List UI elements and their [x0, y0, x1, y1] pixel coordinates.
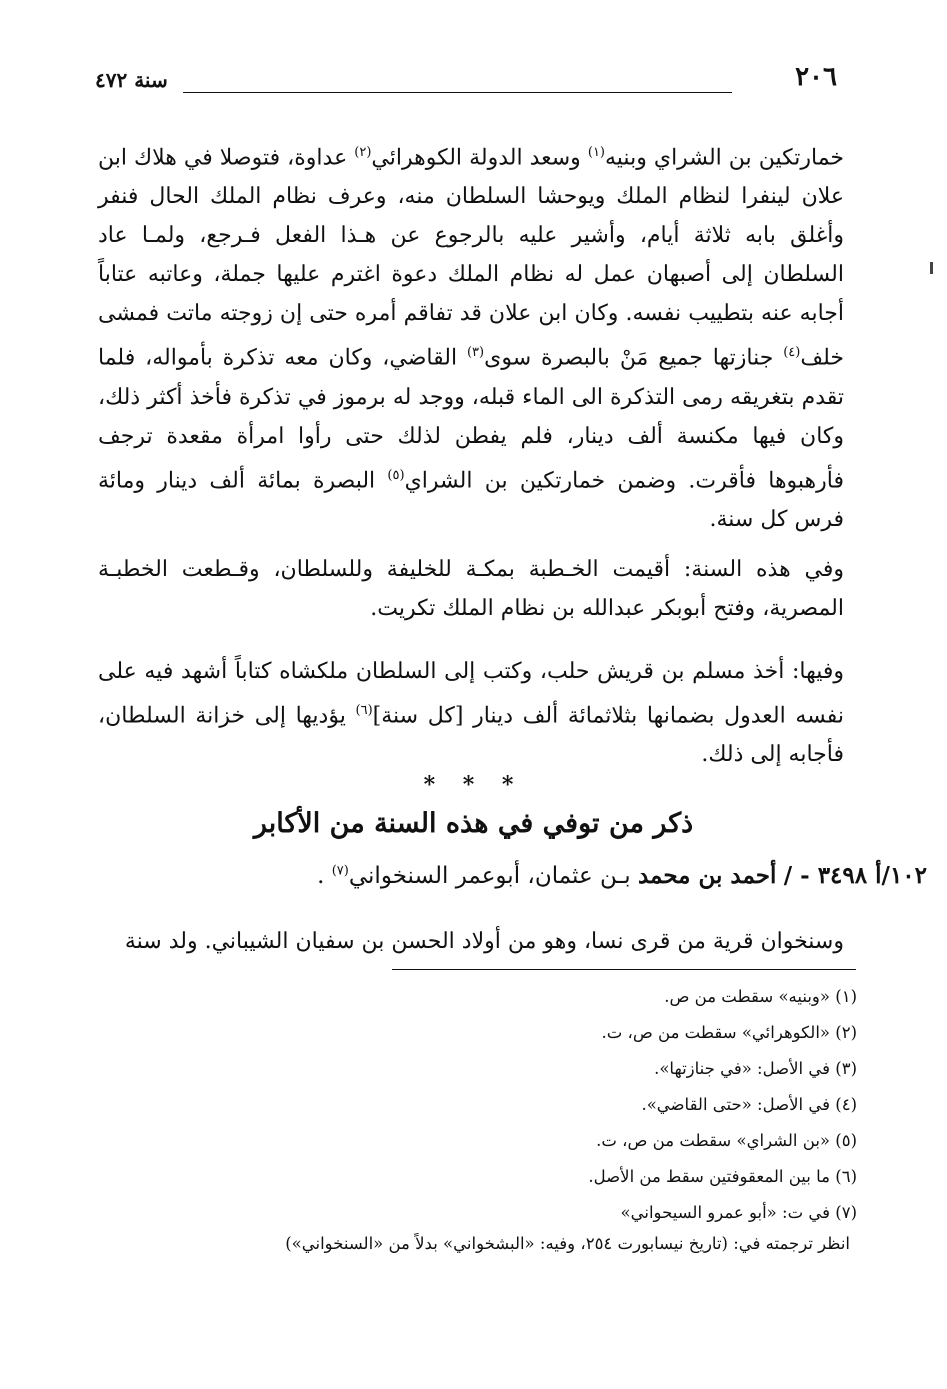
footnote-7: (٧) في ت: «أبو عمرو السيحواني» — [620, 1203, 857, 1222]
paragraph-text: يؤديها إلى خزانة السلطان، فأجابه إلى ذلك. — [98, 703, 844, 768]
scan-mark — [930, 262, 933, 274]
footnote-3: (٣) في الأصل: «في جنازتها». — [654, 1059, 857, 1078]
biography-entry — [97, 862, 927, 889]
footnote-ref: (٤) — [783, 345, 801, 361]
entry-name: أحمد بن محمد — [637, 862, 777, 889]
paragraph-text: عداوة، فتوصلا في هلاك ابن علان لينفرا لنظام الملك ويوحشا السلطان منه، وعرف نظام الملك الحال فنفر وأغلق بابه ثلاثة أيام، وأشير عليه بالرجوع عن هـذا الفعل فـرجع، ولمـا عاد السلطان إلى أصبهان عمل له نظام الملك دعوة اغترم عليها جملة، وعاتبه عتاباً أجابه عنه بتطييب نفسه. وكان ابن علان قد تفاقم أمره حتى إن زوجته ماتت فمشى خلف — [98, 145, 845, 371]
page-header — [95, 62, 837, 102]
section-separator: * * * — [423, 772, 524, 798]
paragraph-text: وسعد الدولة الكوهرائي — [371, 145, 588, 171]
paragraph-text: جنازتها جميع مَنْ بالبصرة سوى — [484, 345, 784, 371]
footnote-ref: (١) — [587, 145, 605, 160]
footnote-ref: (٧) — [331, 863, 349, 879]
paragraph-text: خمارتكين بن الشراي وبنيه — [605, 145, 845, 171]
footnote-7-continuation: انظر ترجمته في: (تاريخ نيسابورت ٢٥٤، وفيه: «البشخواني» بدلاً من «السنخواني») — [285, 1234, 850, 1253]
page-number: ٢٠٦ — [795, 62, 837, 92]
header-rule — [183, 92, 732, 93]
footnote-rule — [392, 969, 856, 970]
footnote-ref: (٥) — [387, 467, 405, 483]
footnote-6: (٦) ما بين المعقوفتين سقط من الأصل. — [588, 1167, 857, 1186]
year-heading: سنة ٤٧٢ — [95, 68, 168, 92]
paragraph — [98, 550, 844, 628]
entry-name-rest: بـن عثمان، أبوعمر السنخواني — [348, 863, 638, 889]
section-title: ذكر من توفي في هذه السنة من الأكابر — [253, 808, 694, 839]
footnote-5: (٥) «بن الشراي» سقطت من ص، ت. — [596, 1131, 857, 1150]
paragraph — [98, 133, 844, 539]
footnote-ref: (٣) — [466, 345, 485, 361]
footnotes — [237, 979, 857, 1231]
footnote-ref: (٢) — [354, 145, 372, 160]
paragraph-last: وسنخوان قرية من قرى نسا، وهو من أولاد الحسن بن سفيان الشيباني. ولد سنة — [124, 929, 844, 954]
paragraph — [98, 652, 844, 774]
paragraph-text: البصرة بمائة ألف دينار ومائة فرس كل سنة. — [98, 467, 844, 532]
paragraph-text: وفيها: أخذ مسلم بن قريش حلب، وكتب إلى السلطان ملكشاه كتاباً أشهد فيه على نفسه العدول بضمانها بثلاثمائة ألف دينار [كل سنة] — [98, 659, 844, 729]
footnote-2: (٢) «الكوهرائي» سقطت من ص، ت. — [601, 1023, 857, 1042]
footnote-1: (١) «وبنيه» سقطت من ص. — [664, 987, 857, 1006]
paragraph-text: وفي هذه السنة: أقيمت الخـطبة بمكـة للخليفة وللسلطان، وقـطعت الخطبـة المصرية، وفتح أبوبكر عبدالله بن نظام الملك تكريت. — [98, 557, 844, 621]
footnote-4: (٤) في الأصل: «حتى القاضي». — [641, 1095, 857, 1114]
paragraph-text: القاضي، وكان معه تذكرة بأمواله، فلما تقدم بتغريقه رمى التذكرة الى الماء قبله، ووجد له برموز في تذكرة فأخذ أكثر ذلك، وكان فيها مكنسة ألف دينار، فلم يفطن لذلك حتى رأوا امرأة مقعدة ترجف فأرهبوها فأقرت. وضمن خمارتكين بن الشراي — [98, 345, 844, 493]
entry-number: ١٠٢/أ ٣٤٩٨ - / — [783, 862, 927, 889]
entry-end: . — [317, 863, 332, 889]
footnote-ref: (٦) — [355, 703, 373, 718]
